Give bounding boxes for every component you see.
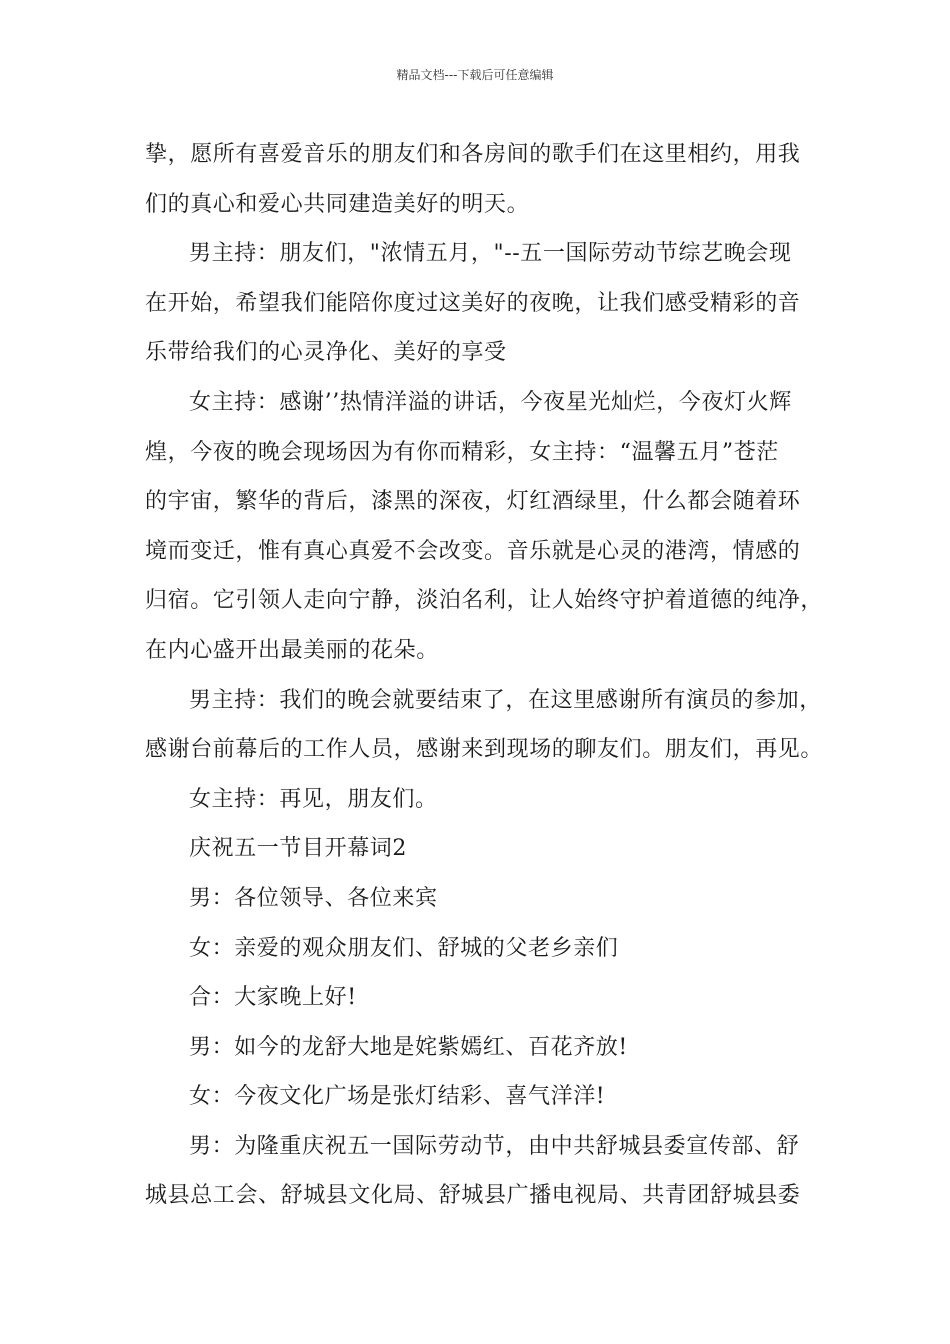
text-line: 男：各位领导、各位来宾	[189, 885, 438, 911]
text-line: 女：今夜文化广场是张灯结彩、喜气洋洋!	[189, 1084, 606, 1110]
text-line: 男主持：朋友们，"浓情五月，"--五一国际劳动节综艺晚会现	[189, 241, 792, 267]
text-line: 女：亲爱的观众朋友们、舒城的父老乡亲们	[189, 935, 619, 961]
text-line: 的宇宙，繁华的背后，漆黑的深夜，灯红酒绿里，什么都会随着环	[145, 489, 801, 515]
text-line: 男：如今的龙舒大地是姹紫嫣红、百花齐放!	[189, 1034, 628, 1060]
document-body	[145, 130, 835, 1221]
text-line: 男主持：我们的晚会就要结束了，在这里感谢所有演员的参加，	[189, 687, 822, 713]
text-line: 在开始，希望我们能陪你度过这美好的夜晚，让我们感受精彩的音	[145, 290, 801, 316]
text-line: 感谢台前幕后的工作人员，感谢来到现场的聊友们。朋友们，再见。	[145, 737, 824, 763]
text-line: 在内心盛开出最美丽的花朵。	[145, 637, 439, 663]
page-header: 精品文档---下载后可任意编辑	[396, 68, 554, 82]
text-line: 们的真心和爱心共同建造美好的明天。	[145, 191, 530, 217]
text-line: 归宿。它引领人走向宁静，淡泊名利，让人始终守护着道德的纯净，	[145, 588, 824, 614]
text-line: 女主持：再见，朋友们。	[189, 786, 438, 812]
text-line: 男：为隆重庆祝五一国际劳动节，由中共舒城县委宣传部、舒	[189, 1133, 800, 1159]
text-line: 挚，愿所有喜爱音乐的朋友们和各房间的歌手们在这里相约，用我	[145, 142, 801, 167]
text-line: 合：大家晚上好!	[189, 985, 357, 1011]
text-line: 煌，今夜的晚会现场因为有你而精彩，女主持：“温馨五月”苍茫	[145, 439, 779, 465]
text-line: 城县总工会、舒城县文化局、舒城县广播电视局、共青团舒城县委	[145, 1183, 801, 1209]
section-title: 庆祝五一节目开幕词2	[189, 836, 407, 862]
text-line: 乐带给我们的心灵净化、美好的享受	[145, 340, 507, 366]
text-line: 境而变迁，惟有真心真爱不会改变。音乐就是心灵的港湾，情感的	[145, 538, 801, 564]
text-line: 女主持：感谢’’热情洋溢的讲话，今夜星光灿烂，今夜灯火辉	[189, 389, 792, 415]
